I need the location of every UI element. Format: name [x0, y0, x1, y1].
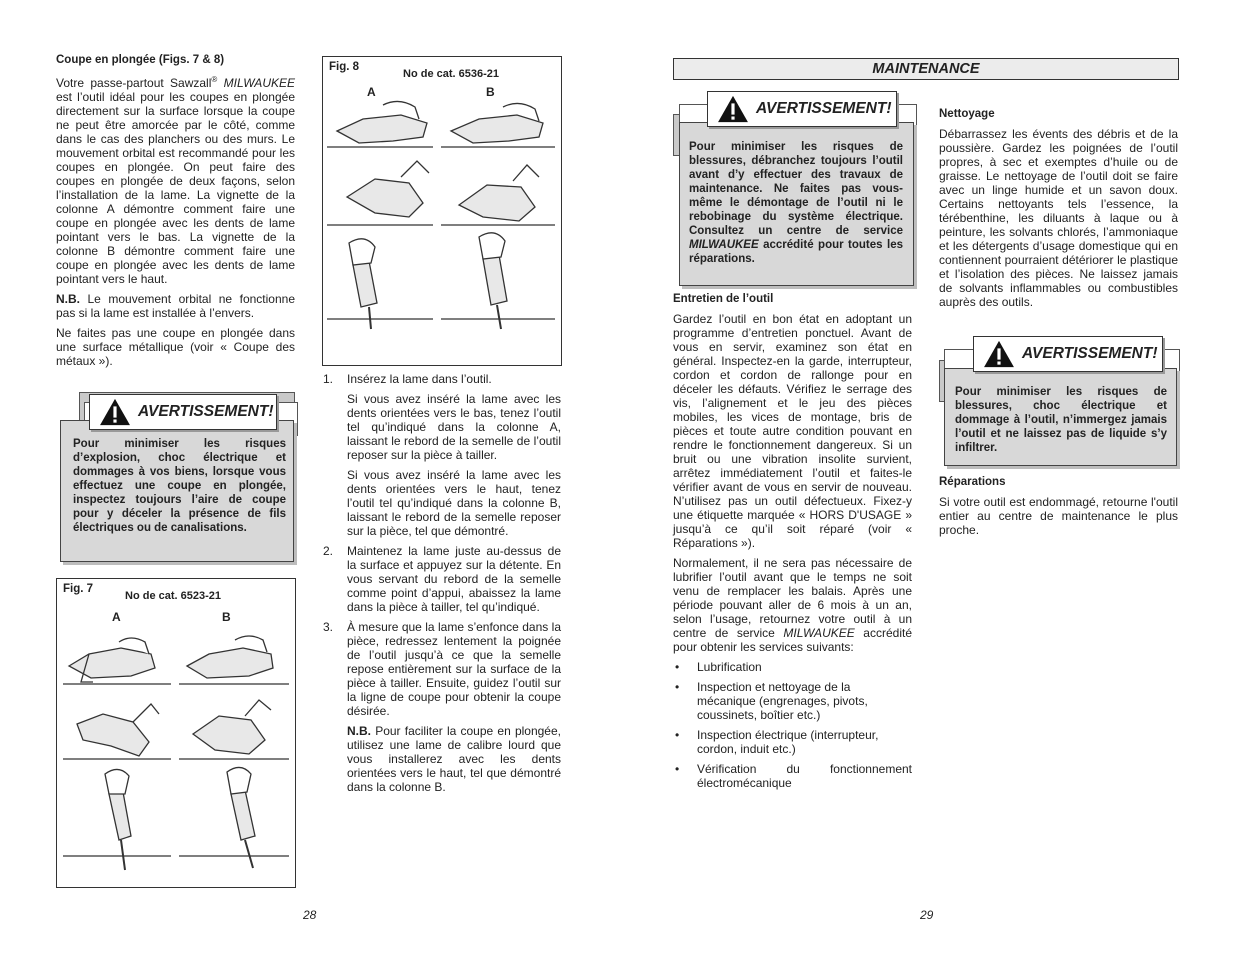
column-b-label: B — [486, 85, 495, 99]
bullet-icon: • — [675, 660, 680, 674]
hand-holding-reciprocating-saw-illustration — [59, 624, 293, 886]
figure-8 — [322, 56, 562, 366]
step-text: Insérez la lame dans l’outil. — [347, 372, 492, 386]
plunge-cut-title: Coupe en plongée (Figs. 7 & 8) — [56, 54, 225, 66]
list-item — [673, 728, 912, 756]
step-subtext: Si vous avez inséré la lame avec les dents orientées vers le haut, tenez l’outil tel qu’indiqué dans la colonne B, laissant le rebord de la semelle reposer sur la pièce, tel que démontré. — [347, 468, 561, 538]
warning-text-a: Pour minimiser les risques de blessures, débranchez toujours l’outil avant d’y effectuer des travaux de maintenance. Ne faites pas vous-même le démontage de l’outil ni le rebobinage du système électrique. Consultez un centre de service — [689, 141, 903, 237]
nb-label: N.B. — [56, 292, 80, 306]
cleaning-title: Nettoyage — [939, 108, 995, 120]
warning-text: Pour minimiser les risques de blessures, choc électrique et dommage à l’outil, n’immergez jamais l’outil et ne laissez pas de liquide s’y infiltrer. — [955, 386, 1167, 454]
warning-text-b: accrédité pour toutes les réparations. — [689, 239, 903, 265]
plunge-steps — [323, 372, 561, 800]
step-number: 3. — [323, 620, 334, 634]
step-nb-note — [347, 724, 561, 794]
hand-holding-reciprocating-saw-illustration — [323, 97, 559, 333]
step-3 — [323, 620, 561, 794]
warning-body — [60, 420, 294, 562]
nb-text: Pour faciliter la coupe en plongée, utilisez une lame de calibre lourd que vous installerez avec les dents orientées vers le haut, tel que démontré dans la colonne B. — [347, 724, 561, 794]
bullet-icon: • — [675, 680, 680, 694]
warning-text — [689, 140, 903, 266]
warning-body — [944, 368, 1177, 466]
list-item — [673, 762, 912, 790]
nb-text: Le mouvement orbital ne fonctionne pas si la lame est installée à l’envers. — [56, 292, 295, 320]
lubrication-text-b: accrédité pour obtenir les services suivants: — [673, 626, 912, 654]
metal-note: Ne faites pas une coupe en plongée dans une surface métallique (voir « Coupe des métaux »). — [56, 326, 295, 368]
warning-body — [679, 122, 914, 286]
catalog-number: No de cat. 6536-21 — [403, 68, 499, 80]
warning-label: AVERTISSEMENT! — [756, 100, 892, 117]
list-item-text: Lubrification — [697, 660, 762, 674]
plunge-intro-paragraph — [56, 73, 295, 286]
list-item-text: Vérification du fonctionnement électromécanique — [697, 762, 912, 790]
brand-name: MILWAUKEE — [783, 626, 855, 640]
step-2 — [323, 544, 561, 614]
step-number: 1. — [323, 372, 334, 386]
list-item-text: Inspection et nettoyage de la mécanique (engrenages, pivots, coussinets, boîtier etc.) — [697, 680, 868, 722]
lubrication-text-a: Normalement, il ne sera pas nécessaire de lubrifier l’outil avant que le temps ne soit venu de remplacer les balais. Après une période pouvant aller de 6 mois à un an, selon l’usage, retournez votre outil à un centre de service — [673, 556, 912, 640]
intro-text-rest: est l’outil idéal pour les coupes en plongée directement sur la surface lorsque la coupe ne peut être amorcée par le côté, comme dans le cas des planchers ou des murs. Le mouvement orbital est recommandé pour les coupes en plongée. On peut faire des coupes en plongée de deux façons, selon l’installation de la lame. La vignette de la colonne A démontre comment faire une coupe en plongée avec les dents de lame pointant vers le bas. La vignette de la colonne B démontre comment faire une coupe en plongée avec les dents de lame pointant vers le haut. — [56, 90, 295, 286]
bullet-icon: • — [675, 728, 680, 742]
step-1 — [323, 372, 561, 538]
maintenance-paragraph: Gardez l’outil en bon état en adoptant un programme d’entretien ponctuel. Avant de vous en servir, examinez son état en général. Inspectez-en la garde, interrupteur, cordon et cordon de rallonge pour en déceler les défauts. Vérifiez le serrage des vis, l’alignement et le jeu des pièces mobiles, les vices de montage, bris de pièces et toute autre condition pouvant en rendre le fonctionnement dangereux. Si un bruit ou une vibration insolite survient, arrêtez immédiatement l’outil et faites-le vérifier avant de vous en servir de nouveau. N’utilisez pas un outil défectueux. Fixez-y une étiquette marquée « HORS D'USAGE » jusqu’à ce qu’il soit réparé (voir « Réparations »). — [673, 312, 912, 550]
maintenance-title: Entretien de l’outil — [673, 293, 774, 305]
tool-maintenance-section — [673, 292, 912, 796]
service-list — [673, 660, 912, 790]
step-subtext: Si vous avez inséré la lame avec les dents orientées vers le bas, tenez l’outil tel qu’indiqué dans la colonne A, laissant le rebord de la semelle de l’outil reposer sur la pièce à tailler. — [347, 392, 561, 462]
cleaning-paragraph: Débarrassez les évents des débris et de la poussière. Gardez les poignées de l’outil propres, à sec et exemptes d’huile ou de graisse. Le nettoyage de l’outil doit se faire avec un linge humide et un savon doux. Certains nettoyants tels l’essence, la térébenthine, les diluants à laque ou à peinture, les solvants chlorés, l’ammoniaque et les détergents d’usage domestique qui en contiennent pourraient détériorer le plastique et l’isolation des pièces. Ne laissez jamais de solvants inflammables ou combustibles auprès des outils. — [939, 127, 1178, 309]
intro-text: Votre passe-partout Sawzall — [56, 76, 212, 90]
registered-mark: ® — [211, 75, 218, 84]
repairs-section — [939, 475, 1178, 537]
step-number: 2. — [323, 544, 334, 558]
column-a-label: A — [367, 85, 376, 99]
figure-7 — [56, 578, 296, 888]
warning-text: Pour minimiser les risques d’explosion, choc électrique et dommages à vos biens, lorsque vous effectuez une coupe en plongée, inspectez toujours l’aire de coupe pour y déceler la présence de fils électriques ou de canalisations. — [73, 438, 286, 534]
cleaning-section — [939, 107, 1178, 309]
column-a-label: A — [112, 610, 121, 624]
step-text: Maintenez la lame juste au-dessus de la surface et appuyez sur la détente. En vous servant du rebord de la semelle comme point d’appui, abaissez la lame dans la pièce à tailler, tel qu’indiqué. — [347, 544, 561, 614]
warning-tab — [89, 394, 277, 430]
brand-name: MILWAUKEE — [689, 239, 759, 251]
list-item — [673, 660, 912, 674]
plunge-cut-section — [56, 53, 295, 374]
bullet-icon: • — [675, 762, 680, 776]
warning-tab — [707, 91, 897, 127]
warning-triangle-icon — [716, 95, 750, 123]
lubrication-paragraph — [673, 556, 912, 654]
warning-label: AVERTISSEMENT! — [138, 403, 274, 420]
warning-triangle-icon — [98, 398, 132, 426]
nb-label: N.B. — [347, 724, 371, 738]
figure-label: Fig. 7 — [63, 583, 94, 595]
step-text: À mesure que la lame s’enfonce dans la pièce, redressez lentement la poignée de l’outil jusqu’à ce que la semelle repose entièrement sur la surface de la pièce à tailler. Ensuite, guidez l’outil sur la ligne de coupe pour obtenir la coupe désirée. — [347, 620, 561, 718]
list-item — [673, 680, 912, 722]
brand-name: MILWAUKEE — [223, 76, 295, 90]
repairs-title: Réparations — [939, 476, 1006, 488]
list-item-text: Inspection électrique (interrupteur, cordon, induit etc.) — [697, 728, 879, 756]
warning-tab — [973, 336, 1163, 372]
column-b-label: B — [222, 610, 231, 624]
figure-label: Fig. 8 — [329, 61, 360, 73]
maintenance-header: MAINTENANCE — [673, 58, 1179, 80]
warning-label: AVERTISSEMENT! — [1022, 345, 1158, 362]
page-number-right: 29 — [920, 908, 934, 922]
nb-note — [56, 292, 295, 320]
page-number-left: 28 — [303, 908, 317, 922]
warning-triangle-icon — [982, 340, 1016, 368]
repairs-paragraph: Si votre outil est endommagé, retourne l'outil entier au centre de maintenance le plus proche. — [939, 495, 1178, 537]
catalog-number: No de cat. 6523-21 — [125, 590, 221, 602]
